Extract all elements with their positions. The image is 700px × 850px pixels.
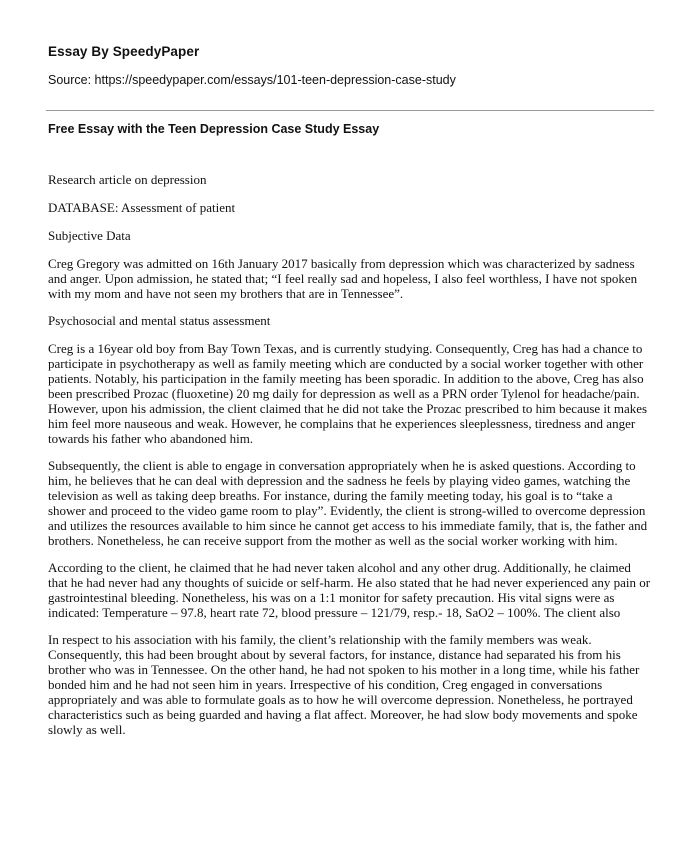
paragraph-vitals: According to the client, he claimed that he had never taken alcohol and any other drug. Additionally, he claimed that he had never had any thoughts of suicide or self-harm. He also stated that he had never experienced any pain or gastrointestinal bleeding. Nonetheless, his was on a 1:1 monitor for safety precaution. His vital signs were as indicated: Temperature – 97.8, heart rate 72, blood pressure – 121/79, resp.- 18, SaO2 – 100%. The client also (48, 560, 651, 620)
paragraph-subjective-data: Subjective Data (48, 228, 131, 243)
source-line: Source: https://speedypaper.com/essays/101-teen-depression-case-study (48, 73, 456, 87)
paragraph-database: DATABASE: Assessment of patient (48, 200, 236, 215)
paragraph-assessment-heading: Psychosocial and mental status assessment (48, 313, 271, 328)
essay-title: Free Essay with the Teen Depression Case Study Essay (48, 122, 380, 136)
paragraph-research-article: Research article on depression (48, 172, 207, 187)
brand-heading: Essay By SpeedyPaper (48, 44, 200, 59)
paragraph-background: Creg is a 16year old boy from Bay Town Texas, and is currently studying. Consequently, Creg has had a chance to participate in psychotherapy as well as family meeting which are conducted by a social worker together with other patients. Notably, his participation in the family meeting has been sporadic. In addition to the above, Creg has also been prescribed Prozac (fluoxetine) 20 mg daily for depression as well as a PRN order Tylenol for headache/pain. However, upon his admission, the client claimed that he did not take the Prozac prescribed to him because it makes him feel more nauseous and weak. However, he complains that he experiences sleeplessness, tiredness and anger towards his father who abandoned him. (48, 341, 648, 446)
paragraph-coping: Subsequently, the client is able to engage in conversation appropriately when he is asked questions. According to him, he believes that he can deal with depression and the sadness he feels by playing video games, watching the television as well as taking deep breaths. For instance, during the family meeting today, his goal is to “take a shower and proceed to the video game room to play”. Evidently, the client is strong-willed to overcome depression and utilizes the resources available to him since he cannot get access to his immediate family, that is, the father and brothers. Nonetheless, he can receive support from the mother as well as the social worker working with him. (48, 458, 648, 548)
header-divider (46, 110, 654, 111)
essay-body (48, 172, 652, 749)
paragraph-family: In respect to his association with his family, the client’s relationship with the family members was weak. Consequently, this had been brought about by several factors, for instance, distance had separated his from his brother who was in Tennessee. On the other hand, he had not spoken to his mother in a long time, while his father bonded him and he had not seen him in years. Irrespective of his condition, Creg engaged in conversations appropriately and was able to formulate goals as to how he will overcome depression. Nonetheless, he portrayed characteristics such as being guarded and having a flat affect. Moreover, he had slow body movements and spoke slowly as well. (48, 632, 640, 737)
paragraph-admission: Creg Gregory was admitted on 16th January 2017 basically from depression which was characterized by sadness and anger. Upon admission, he stated that; “I feel really sad and hopeless, I also feel worthless, I have not spoken with my mom and have not seen my brothers that are in Tennessee”. (48, 256, 638, 301)
